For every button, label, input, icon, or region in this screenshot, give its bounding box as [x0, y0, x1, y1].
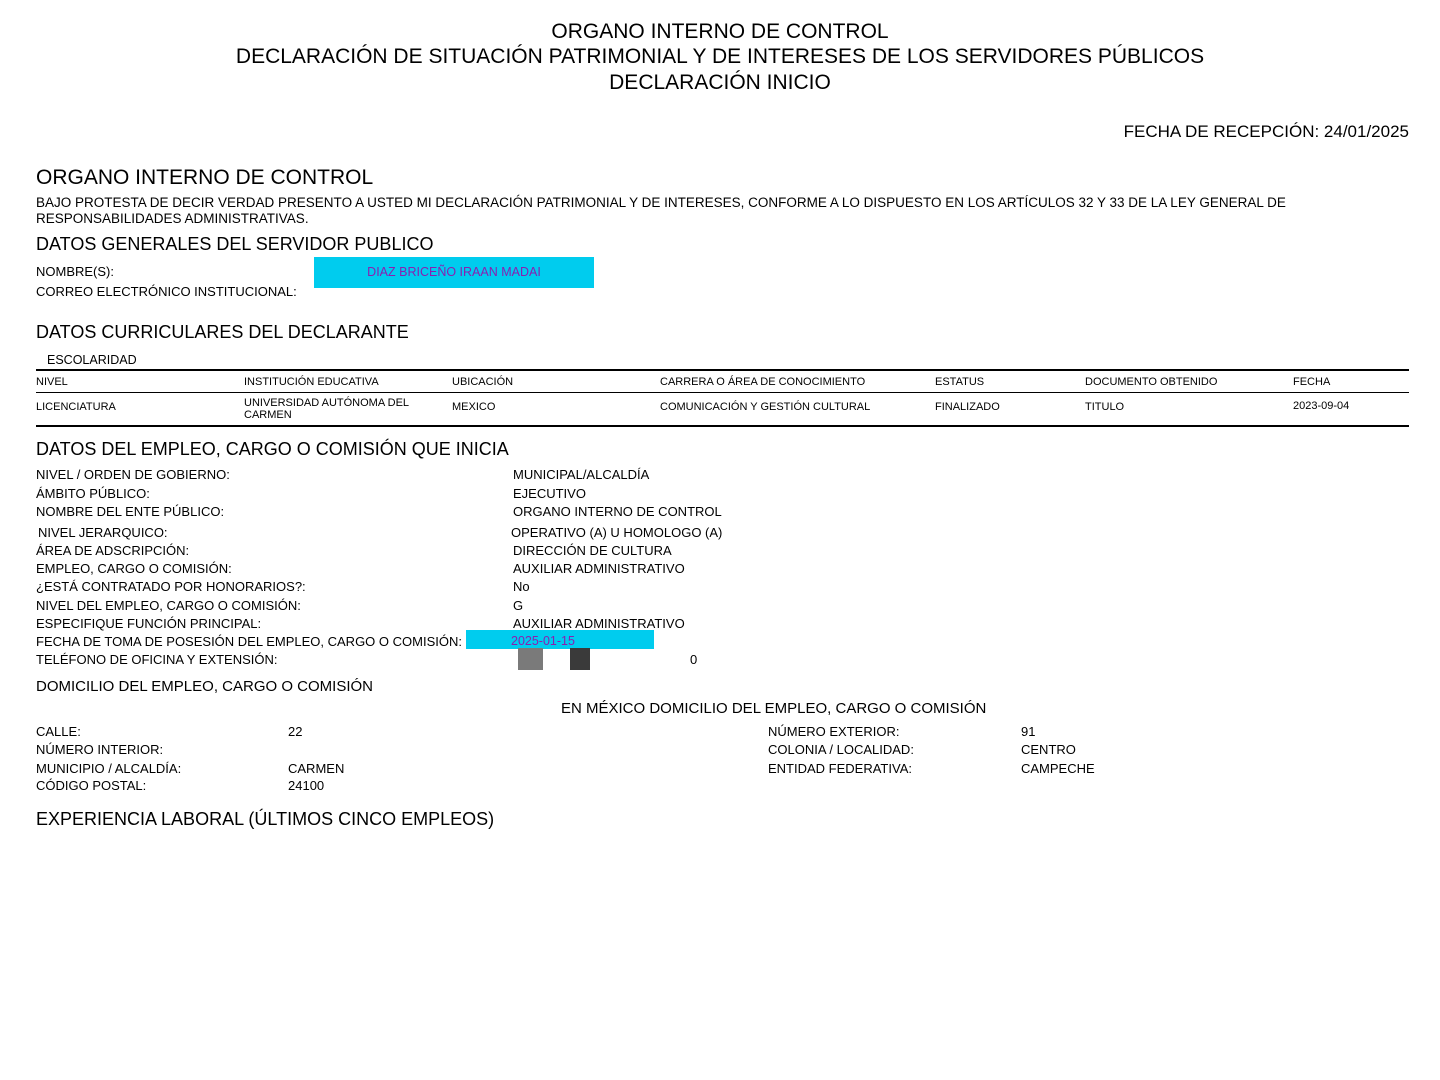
- field-value-area: DIRECCIÓN DE CULTURA: [513, 543, 672, 558]
- section-title-domicilio: DOMICILIO DEL EMPLEO, CARGO O COMISIÓN: [36, 678, 373, 695]
- field-value-nivel-empleo: G: [513, 598, 524, 613]
- domicilio-subtitle: EN MÉXICO DOMICILIO DEL EMPLEO, CARGO O COMISIÓN: [561, 700, 987, 717]
- colonia-value: CENTRO: [1021, 742, 1076, 757]
- nombre-value: DIAZ BRICEÑO IRAAN MADAI: [367, 265, 541, 279]
- calle-label: CALLE:: [36, 724, 81, 739]
- col-header-estatus: ESTATUS: [935, 376, 985, 388]
- field-label-jerarquico: NIVEL JERARQUICO:: [38, 525, 168, 540]
- table-top-rule: [36, 369, 1409, 371]
- municipio-label: MUNICIPIO / ALCALDÍA:: [36, 761, 182, 776]
- entidad-value: CAMPECHE: [1021, 761, 1095, 776]
- codigo-postal-value: 24100: [288, 778, 325, 793]
- codigo-postal-label: CÓDIGO POSTAL:: [36, 778, 147, 793]
- fecha-recepcion: FECHA DE RECEPCIÓN: 24/01/2025: [1123, 122, 1409, 141]
- field-value-jerarquico: OPERATIVO (A) U HOMOLOGO (A): [511, 525, 723, 540]
- field-value-ente: ORGANO INTERNO DE CONTROL: [513, 504, 722, 519]
- section-title-datos-generales: DATOS GENERALES DEL SERVIDOR PUBLICO: [36, 234, 434, 254]
- field-value-fecha-posesion: 2025-01-15: [511, 634, 575, 648]
- field-label-honorarios: ¿ESTÁ CONTRATADO POR HONORARIOS?:: [36, 579, 306, 594]
- col-header-ubicacion: UBICACIÓN: [452, 376, 514, 388]
- table-header-rule: [36, 392, 1409, 393]
- section-title-experiencia: EXPERIENCIA LABORAL (ÚLTIMOS CINCO EMPLEOS): [36, 809, 495, 829]
- numero-exterior-value: 91: [1021, 724, 1036, 739]
- cell-ubicacion: MEXICO: [452, 401, 496, 413]
- cell-estatus: FINALIZADO: [935, 401, 1000, 413]
- protesta-text-line2: RESPONSABILIDADES ADMINISTRATIVAS.: [36, 211, 309, 226]
- field-label-telefono: TELÉFONO DE OFICINA Y EXTENSIÓN:: [36, 652, 278, 667]
- col-header-documento: DOCUMENTO OBTENIDO: [1085, 376, 1218, 388]
- col-header-carrera: CARRERA O ÁREA DE CONOCIMIENTO: [660, 376, 866, 388]
- numero-exterior-label: NÚMERO EXTERIOR:: [768, 724, 900, 739]
- cell-fecha: 2023-09-04: [1293, 400, 1350, 412]
- field-value-telefono: 0: [690, 652, 698, 667]
- cell-nivel: LICENCIATURA: [36, 401, 116, 413]
- field-value-nivel-gobierno: MUNICIPAL/ALCALDÍA: [513, 467, 650, 482]
- field-label-cargo: EMPLEO, CARGO O COMISIÓN:: [36, 561, 232, 576]
- col-header-institucion: INSTITUCIÓN EDUCATIVA: [244, 376, 379, 388]
- cell-documento: TITULO: [1085, 401, 1125, 413]
- field-label-fecha-posesion: FECHA DE TOMA DE POSESIÓN DEL EMPLEO, CARGO O COMISIÓN:: [36, 634, 462, 649]
- field-label-funcion: ESPECIFIQUE FUNCIÓN PRINCIPAL:: [36, 616, 262, 631]
- field-value-honorarios: No: [513, 579, 530, 594]
- nombre-label: NOMBRE(S):: [36, 264, 114, 279]
- municipio-value: CARMEN: [288, 761, 345, 776]
- colonia-label: COLONIA / LOCALIDAD:: [768, 742, 914, 757]
- col-header-nivel: NIVEL: [36, 376, 68, 388]
- numero-interior-label: NÚMERO INTERIOR:: [36, 742, 164, 757]
- field-label-area: ÁREA DE ADSCRIPCIÓN:: [36, 543, 190, 558]
- correo-label: CORREO ELECTRÓNICO INSTITUCIONAL:: [36, 284, 297, 299]
- field-label-ente: NOMBRE DEL ENTE PÚBLICO:: [36, 504, 225, 519]
- field-value-ambito: EJECUTIVO: [513, 486, 586, 501]
- section-title-empleo: DATOS DEL EMPLEO, CARGO O COMISIÓN QUE INICIA: [36, 439, 509, 459]
- document-title-line2: DECLARACIÓN DE SITUACIÓN PATRIMONIAL Y DE INTERESES DE LOS SERVIDORES PÚBLICOS: [235, 45, 1205, 68]
- field-label-ambito: ÁMBITO PÚBLICO:: [36, 486, 150, 501]
- redaction-block: [570, 648, 590, 670]
- protesta-text-line1: BAJO PROTESTA DE DECIR VERDAD PRESENTO A USTED MI DECLARACIÓN PATRIMONIAL Y DE INTERESES, CONFORME A LO DISPUESTO EN LOS ARTÍCULOS 32 Y 33 DE LA LEY GENERAL DE: [36, 195, 1286, 210]
- field-value-cargo: AUXILIAR ADMINISTRATIVO: [513, 561, 685, 576]
- field-label-nivel-gobierno: NIVEL / ORDEN DE GOBIERNO:: [36, 467, 230, 482]
- entidad-label: ENTIDAD FEDERATIVA:: [768, 761, 912, 776]
- cell-institucion: UNIVERSIDAD AUTÓNOMA DEL CARMEN: [244, 397, 409, 421]
- table-bottom-rule: [36, 425, 1409, 427]
- escolaridad-subtitle: ESCOLARIDAD: [47, 353, 137, 367]
- section-title-oic: ORGANO INTERNO DE CONTROL: [36, 166, 374, 189]
- document-title-line1: ORGANO INTERNO DE CONTROL: [551, 20, 889, 43]
- cell-carrera: COMUNICACIÓN Y GESTIÓN CULTURAL: [660, 401, 871, 413]
- col-header-fecha: FECHA: [1293, 376, 1331, 388]
- document-title-line3: DECLARACIÓN INICIO: [609, 71, 831, 94]
- field-label-nivel-empleo: NIVEL DEL EMPLEO, CARGO O COMISIÓN:: [36, 598, 301, 613]
- section-title-curriculares: DATOS CURRICULARES DEL DECLARANTE: [36, 322, 409, 342]
- redaction-block: [518, 648, 543, 670]
- calle-value: 22: [288, 724, 303, 739]
- field-value-funcion: AUXILIAR ADMINISTRATIVO: [513, 616, 685, 631]
